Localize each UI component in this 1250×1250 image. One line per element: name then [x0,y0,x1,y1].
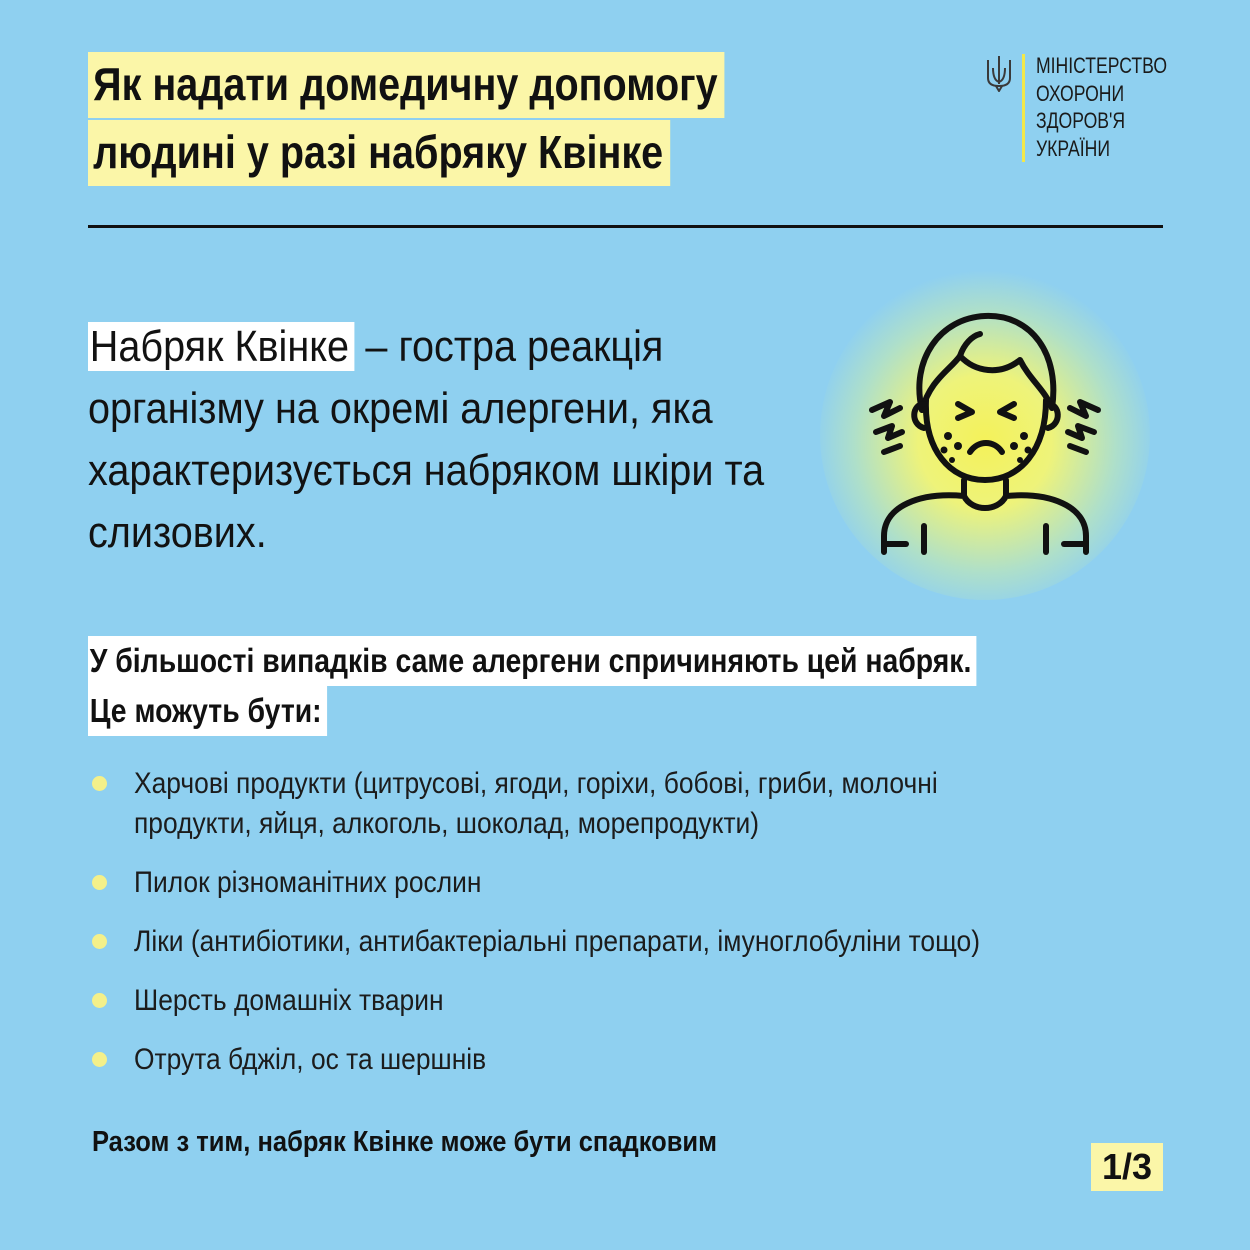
list-item [90,981,1190,1021]
allergic-person-icon [860,300,1110,570]
page-indicator: 1/3 [1091,1143,1163,1191]
logo-divider [1022,54,1025,162]
ministry-name-line: ОХОРОНИ [1036,80,1125,106]
title-line-1: Як надати домедичну допомогу [88,52,724,118]
list-item-text: Ліки (антибіотики, антибактеріальні препарати, імуноглобуліни тощо) [134,925,981,958]
definition-term: Набряк Квінке [88,322,354,371]
bullet-dot-icon [92,776,107,791]
definition-body: – гостра реакція організму на окремі алергени, яка характеризується набряком шкіри та слизових. [88,322,765,557]
hereditary-note: Разом з тим, набряк Квінке може бути спадковим [92,1126,718,1158]
list-item-text: Отрута бджіл, ос та шершнів [134,1043,487,1076]
list-item [90,863,1190,903]
list-item [90,764,1190,844]
intro-line-1: У більшості випадків саме алергени спричиняють цей набряк. [88,636,977,686]
definition-text [88,316,808,564]
trident-icon [986,54,1012,92]
allergens-intro [88,636,977,736]
list-item [90,922,1190,962]
allergens-list [90,764,1190,1099]
page-title [88,52,724,188]
bullet-dot-icon [92,934,107,949]
bullet-dot-icon [92,1052,107,1067]
ministry-name-line: МІНІСТЕРСТВО [1036,53,1168,78]
list-item-text: Шерсть домашніх тварин [134,984,444,1017]
list-item-text: Пилок різноманітних рослин [134,866,482,899]
ministry-name [1036,52,1167,162]
list-item-text: Харчові продукти (цитрусові, ягоди, горіхи, бобові, гриби, молочні продукти, яйця, алкоголь, шоколад, морепродукти) [134,767,938,840]
ministry-logo [986,52,1176,164]
bullet-dot-icon [92,993,107,1008]
ministry-name-line: ЗДОРОВ'Я [1036,108,1126,133]
header-divider [88,225,1163,228]
bullet-dot-icon [92,875,107,890]
ministry-name-line: УКРАЇНИ [1036,135,1110,161]
list-item [90,1040,1190,1080]
title-line-2: людині у разі набряку Квінке [88,120,670,186]
intro-line-2: Це можуть бути: [88,686,327,736]
